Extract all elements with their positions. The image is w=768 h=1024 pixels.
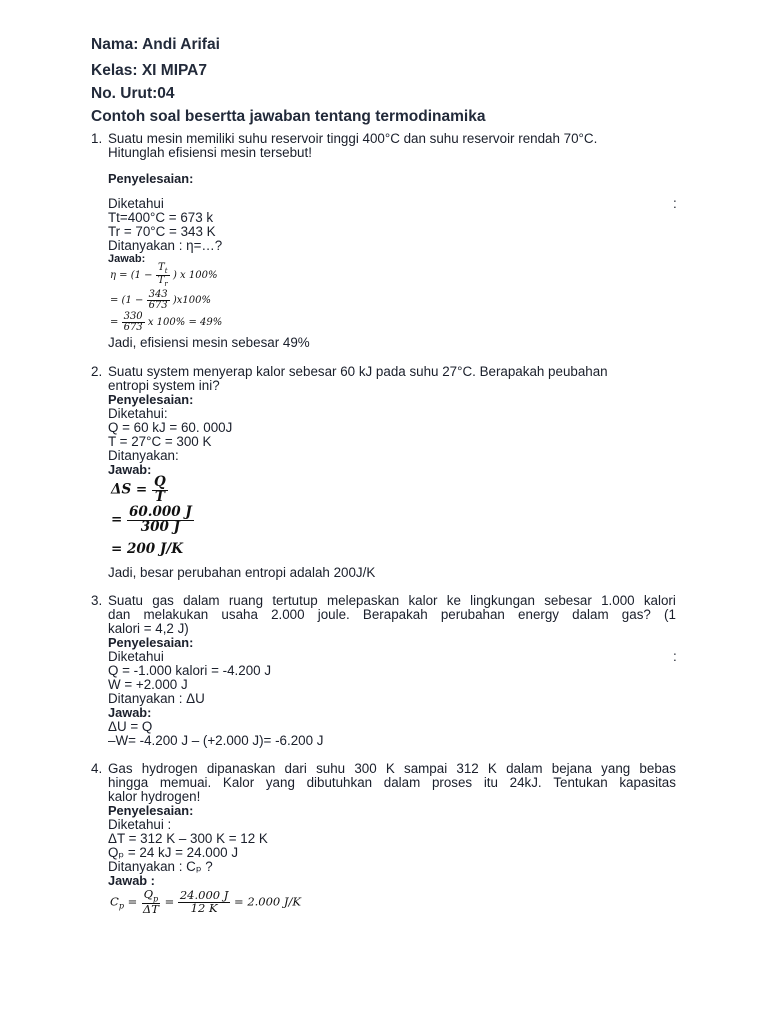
- q3-du: ΔU = Q: [108, 719, 153, 734]
- word: energy: [518, 607, 559, 622]
- q4-qp: Qₚ = 24 kJ = 24.000 J: [108, 845, 239, 860]
- word: ruang: [228, 593, 264, 608]
- word: bebas: [639, 761, 676, 776]
- q1-text-line1: Suatu mesin memiliki suhu reservoir tinggi 400°C dan suhu reservoir rendah 70°C.: [108, 131, 598, 146]
- word: sampai: [404, 761, 448, 776]
- word: hydrogen: [141, 761, 198, 776]
- q1-formula-line2: = (1 − $\frac{343}{673}$ )x100%: [110, 289, 211, 311]
- word: dan: [108, 607, 131, 622]
- q2-q: Q = 60 kJ = 60. 000J: [108, 420, 233, 435]
- q4-solution-label: Penyelesaian:: [108, 803, 194, 818]
- word: itu: [483, 775, 498, 790]
- word: dalam: [572, 607, 609, 622]
- word: (1: [664, 607, 676, 622]
- q1-known-label: Diketahui: [108, 196, 164, 211]
- q3-number: 3.: [91, 593, 103, 608]
- word: dibutuhkan: [306, 775, 373, 790]
- word: K: [385, 761, 395, 776]
- word: hingga: [108, 775, 149, 790]
- q4-text-line1: [108, 762, 676, 776]
- q3-asked: Ditanyakan : ΔU: [108, 691, 205, 706]
- q3-w: W = +2.000 J: [108, 677, 188, 692]
- word: proses: [431, 775, 473, 790]
- word: yang: [265, 775, 295, 790]
- word: ke: [446, 593, 461, 608]
- word: Suatu: [108, 593, 143, 608]
- q2-known-label: Diketahui:: [108, 406, 168, 421]
- student-class: Kelas: XI MIPA7: [91, 62, 208, 79]
- q2-asked: Ditanyakan:: [108, 448, 179, 463]
- q4-dt: ΔT = 312 K – 300 K = 12 K: [108, 831, 268, 846]
- word: lingkungan: [470, 593, 535, 608]
- word: dalam: [506, 761, 543, 776]
- q1-formula-line1: η = (1 − $\frac{T_t}{T_r}$ ) x 100%: [110, 262, 218, 288]
- q3-answer-label: Jawab:: [108, 705, 152, 720]
- word: sebesar: [544, 593, 592, 608]
- q4-answer-label: Jawab :: [108, 873, 155, 888]
- q4-number: 4.: [91, 761, 103, 776]
- q3-solution-label: Penyelesaian:: [108, 635, 194, 650]
- word: kalor: [408, 593, 438, 608]
- q1-answer-label: Jawab:: [108, 253, 146, 265]
- word: melakukan: [143, 607, 209, 622]
- word: kapasitas: [619, 775, 676, 790]
- document-title: Contoh soal besertta jawaban tentang termodinamika: [91, 108, 486, 125]
- word: 300: [354, 761, 377, 776]
- q4-asked: Ditanyakan : Cₚ ?: [108, 859, 213, 874]
- q4-text-line2: [108, 776, 676, 790]
- student-number: No. Urut:04: [91, 85, 175, 102]
- q2-answer-label: Jawab:: [108, 462, 152, 477]
- q2-solution-label: Penyelesaian:: [108, 392, 194, 407]
- word: tertutup: [272, 593, 318, 608]
- q2-formula-line1: ΔS = $\frac{Q}{T}$: [111, 474, 166, 505]
- student-name: Nama: Andi Arifai: [91, 36, 220, 53]
- q1-asked: Ditanyakan : η=…?: [108, 238, 223, 253]
- word: memuai.: [159, 775, 212, 790]
- q2-formula-line2: = $\frac{60.000 J}{300 J}$: [111, 504, 192, 535]
- word: 24kJ.: [509, 775, 542, 790]
- q2-conclusion: Jadi, besar perubahan entropi adalah 200J/K: [108, 565, 376, 580]
- word: dipanaskan: [206, 761, 276, 776]
- q1-solution-label: Penyelesaian:: [108, 171, 194, 186]
- word: suhu: [316, 761, 346, 776]
- word: melepaskan: [327, 593, 400, 608]
- q3-text-line2: [108, 608, 676, 622]
- q4-known-label: Diketahui :: [108, 817, 172, 832]
- word: perubahan: [440, 607, 505, 622]
- word: dalam: [183, 593, 220, 608]
- q3-known-label: Diketahui: [108, 649, 164, 664]
- word: yang: [601, 761, 631, 776]
- word: dalam: [383, 775, 421, 790]
- q3-calc: –W= -4.200 J – (+2.000 J)= -6.200 J: [108, 733, 324, 748]
- q3-q: Q = -1.000 kalori = -4.200 J: [108, 663, 272, 678]
- q2-text-line1: Suatu system menyerap kalor sebesar 60 kJ pada suhu 27°C. Berapakah peubahan: [108, 364, 608, 379]
- q1-tr: Tr = 70°C = 343 K: [108, 224, 216, 239]
- word: Berapakah: [362, 607, 428, 622]
- word: K: [487, 761, 497, 776]
- q2-number: 2.: [91, 364, 103, 379]
- q2-formula-line3: = 200 J/K: [111, 541, 183, 557]
- word: Tentukan: [553, 775, 608, 790]
- q1-number: 1.: [91, 131, 103, 146]
- word: dari: [284, 761, 307, 776]
- word: Gas: [108, 761, 133, 776]
- word: Kalor: [222, 775, 255, 790]
- q2-text-line2: entropi system ini?: [108, 378, 220, 393]
- word: usaha: [221, 607, 258, 622]
- word: bejana: [551, 761, 592, 776]
- q3-text-line1: [108, 594, 676, 608]
- q1-conclusion: Jadi, efisiensi mesin sebesar 49%: [108, 335, 310, 350]
- word: 312: [456, 761, 479, 776]
- q1-text-line2: Hitunglah efisiensi mesin tersebut!: [108, 145, 312, 160]
- q1-tt: Tt=400°C = 673 k: [108, 210, 214, 225]
- q1-colon: :: [673, 196, 677, 211]
- word: gas: [152, 593, 174, 608]
- word: 1.000: [601, 593, 635, 608]
- word: kalori: [643, 593, 676, 608]
- q3-text-line3: kalori = 4,2 J): [108, 621, 189, 636]
- word: joule.: [317, 607, 350, 622]
- word: 2.000: [271, 607, 305, 622]
- word: gas?: [621, 607, 651, 622]
- q3-colon: :: [673, 649, 677, 664]
- q4-formula: $C_p$ = $\frac{Q_p}{\Delta T}$ = $\frac{24.000 J}{12 K}$ = 2.000 J/K: [110, 887, 301, 917]
- q4-text-line3: kalor hydrogen!: [108, 789, 201, 804]
- q2-t: T = 27°C = 300 K: [108, 434, 212, 449]
- q1-formula-line3: = $\frac{330}{673}$ x 100% = 49%: [110, 311, 223, 333]
